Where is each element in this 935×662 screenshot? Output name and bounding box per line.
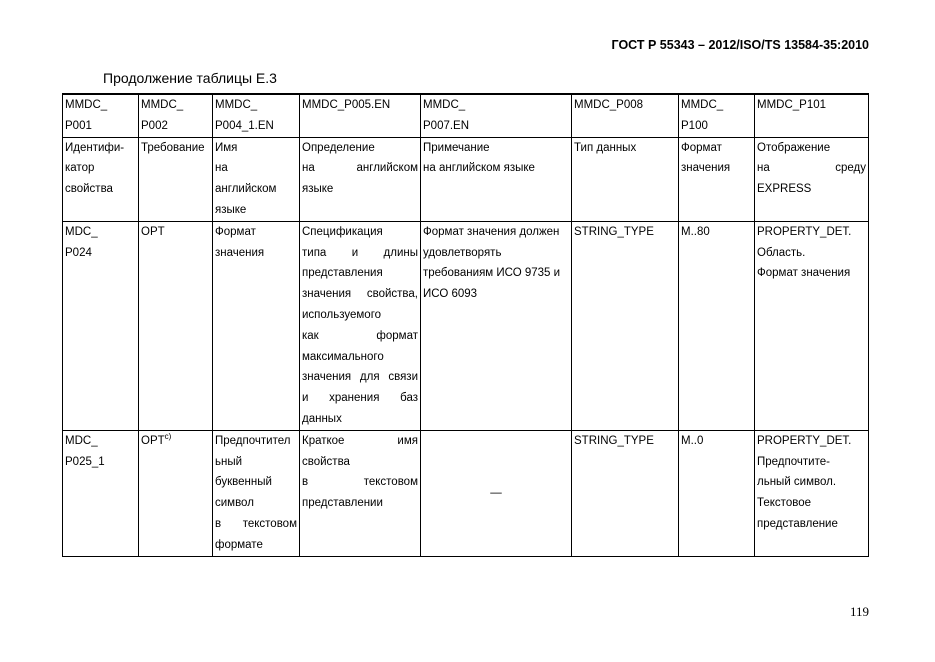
page-number: 119 [849, 604, 869, 619]
desc-datatype: Тип данных [572, 137, 679, 221]
col-header-p007: MMDC_ P007.EN [421, 94, 572, 137]
cell-note: — [421, 430, 572, 556]
col-header-p100: MMDC_ P100 [679, 94, 755, 137]
cell-definition: Спецификация типа и длины представления значения свойства, используемого как формат максимального значения для связи и хранения баз данных [300, 221, 421, 430]
desc-note: Примечание на английском языке [421, 137, 572, 221]
document-header: ГОСТ Р 55343 – 2012/ISO/TS 13584-35:2010 [611, 38, 869, 52]
table-row [63, 221, 869, 430]
col-header-p008: MMDC_P008 [572, 94, 679, 137]
cell-mapping: PROPERTY_DET. Область. Формат значения [755, 221, 869, 430]
col-header-p004: MMDC_ P004_1.EN [213, 94, 300, 137]
table-caption: Продолжение таблицы Е.3 [103, 70, 277, 86]
cell-format: M..80 [679, 221, 755, 430]
cell-definition: Краткое имя свойства в текстовом представлении [300, 430, 421, 556]
col-header-p005: MMDC_P005.EN [300, 94, 421, 137]
desc-requirement: Требование [139, 137, 213, 221]
col-header-p001: MMDC_ P001 [63, 94, 139, 137]
cell-datatype: STRING_TYPE [572, 430, 679, 556]
cell-name: Формат значения [213, 221, 300, 430]
spec-table [62, 93, 869, 557]
table-header-row [63, 94, 869, 137]
cell-id: MDC_ P025_1 [63, 430, 139, 556]
table-row [63, 430, 869, 556]
cell-name: Предпочтител ьный буквенный символ в текстовом формате [213, 430, 300, 556]
col-header-p002: MMDC_ P002 [139, 94, 213, 137]
col-header-p101: MMDC_P101 [755, 94, 869, 137]
cell-note: Формат значения должен удовлетворять требованиям ИСО 9735 и ИСО 6093 [421, 221, 572, 430]
desc-definition: Определение на английском языке [300, 137, 421, 221]
cell-datatype: STRING_TYPE [572, 221, 679, 430]
footnote-mark: c) [164, 431, 172, 441]
table-description-row [63, 137, 869, 221]
desc-identifier: Идентифи- катор свойства [63, 137, 139, 221]
cell-mapping: PROPERTY_DET. Предпочтите- льный символ. Текстовое представление [755, 430, 869, 556]
cell-requirement: OPT [139, 221, 213, 430]
cell-requirement: OPT$^{c)}$ [139, 430, 213, 556]
cell-id: MDC_ P024 [63, 221, 139, 430]
cell-format: M..0 [679, 430, 755, 556]
desc-name: Имя на английском языке [213, 137, 300, 221]
desc-format: Формат значения [679, 137, 755, 221]
desc-mapping: Отображение на среду EXPRESS [755, 137, 869, 221]
